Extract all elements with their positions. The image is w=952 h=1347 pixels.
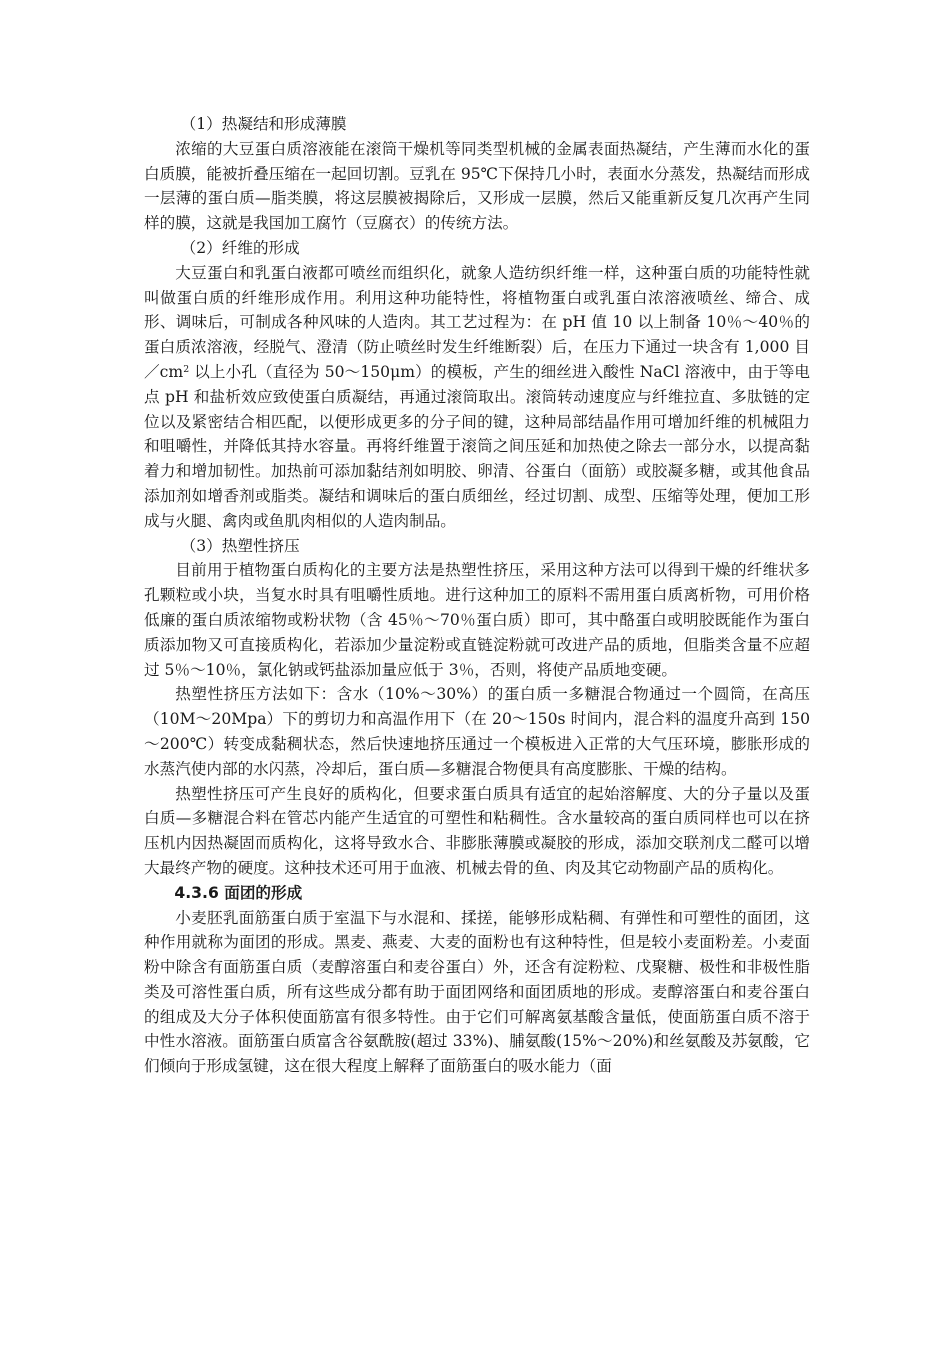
paragraph-dough-formation: 小麦胚乳面筋蛋白质于室温下与水混和、揉搓，能够形成粘稠、有弹性和可塑性的面团，这种作用就称为面团的形成。黑麦、燕麦、大麦的面粉也有这种特性，但是较小麦面粉差。小麦面粉中除含有面筋蛋白质（麦醇溶蛋白和麦谷蛋白）外，还含有淀粉粒、戊聚糖、极性和非极性脂类及可溶性蛋白质，所有这些成分都有助于面团网络和面团质地的形成。麦醇溶蛋白和麦谷蛋白的组成及大分子体积使面筋富有很多特性。由于它们可解离氨基酸含量低，使面筋蛋白质不溶于中性水溶液。面筋蛋白质富含谷氨酰胺(超过 33%)、脯氨酸(15%～20%)和丝氨酸及苏氨酸，它们倾向于形成氢键，这在很大程度上解释了面筋蛋白的吸水能力（面 — [144, 908, 810, 1076]
paragraph-fiber-formation-part1: 大豆蛋白和乳蛋白液都可喷丝而组织化，就象人造纺织纤维一样，这种蛋白质的功能特性就叫做蛋白质的纤维形成作用。利用这种功能特性，将植物蛋白或乳蛋白浓溶液喷丝、缔合、成形、调味后，可制成各种风味的人造肉。其工艺过程为：在 pH 值 10 以上制备 10％～40％的蛋白质浓溶液，经脱气、澄清（防止喷丝时发生纤维断裂）后，在压力下通过一块含有 1,000 目／cm — [144, 263, 810, 381]
superscript-squared: 2 — [183, 363, 190, 375]
paragraph-heat-coagulation: 浓缩的大豆蛋白质溶液能在滚筒干燥机等同类型机械的金属表面热凝结，产生薄而水化的蛋白质膜，能被折叠压缩在一起回切割。豆乳在 95℃下保持几小时，表面水分蒸发，热凝结而形成一层薄的蛋白质—脂类膜，将这层膜被揭除后，又形成一层膜，然后又能重新反复几次再产生同样的膜，这就是我国加工腐竹（豆腐衣）的传统方法。 — [144, 139, 810, 233]
subsection-heading-thermoplastic-extrusion: （3）热塑性挤压 — [180, 536, 300, 555]
section-heading-dough-formation: 4.3.6 面团的形成 — [174, 883, 303, 902]
paragraph-fiber-formation — [144, 261, 810, 534]
paragraph-extrusion-effects: 热塑性挤压可产生良好的质构化，但要求蛋白质具有适宜的起始溶解度、大的分子量以及蛋白质—多糖混合料在管芯内能产生适宜的可塑性和粘稠性。含水量较高的蛋白质同样也可以在挤压机内因热凝固而质构化，这将导致水合、非膨胀薄膜或凝胶的形成，添加交联剂戊二醛可以增大最终产物的硬度。这种技术还可用于血液、机械去骨的鱼、肉及其它动物副产品的质构化。 — [144, 784, 810, 877]
subsection-heading-heat-coagulation: （1）热凝结和形成薄膜 — [180, 115, 347, 133]
subsection-heading-fiber-formation: （2）纤维的形成 — [180, 238, 300, 257]
paragraph-extrusion-intro: 目前用于植物蛋白质构化的主要方法是热塑性挤压，采用这种方法可以得到干燥的纤维状多孔颗粒或小块，当复水时具有咀嚼性质地。进行这种加工的原料不需用蛋白质离析物，可用价格低廉的蛋白质浓缩物或粉状物（含 45％～70％蛋白质）即可，其中酪蛋白或明胶既能作为蛋白质添加物又可直接质构化，若添加少量淀粉或直链淀粉就可改进产品的质地，但脂类含量不应超过 5％～10％，氯化钠或钙盐添加量应低于 3％，否则，将使产品质地变硬。 — [144, 561, 810, 679]
paragraph-fiber-formation-part2: 以上小孔（直径为 50～150μm）的模板，产生的细丝进入酸性 NaCl 溶液中，由于等电点 pH 和盐析效应致使蛋白质凝结，再通过滚筒取出。滚筒转动速度应与纤维拉直、多肽链的定位以及紧密结合相匹配，以便形成更多的分子间的键，这种局部结晶作用可增加纤维的机械阻力和咀嚼性，并降低其持水容量。再将纤维置于滚筒之间压延和加热使之除去一部分水，以提高黏着力和增加韧性。加热前可添加黏结剂如明胶、卵清、谷蛋白（面筋）或胶凝多糖，或其他食品添加剂如增香剂或脂类。凝结和调味后的蛋白质细丝，经过切割、成型、压缩等处理，便加工形成与火腿、禽肉或鱼肌肉相似的人造肉制品。 — [144, 362, 810, 530]
paragraph-extrusion-method: 热塑性挤压方法如下：含水（10%～30%）的蛋白质一多糖混合物通过一个圆筒，在高压（10M～20Mpa）下的剪切力和高温作用下（在 20～150s 时间内，混合料的温度升高到 150～200℃）转变成黏稠状态，然后快速地挤压通过一个模板进入正常的大气压环境，膨胀形成的水蒸汽使内部的水闪蒸，冷却后，蛋白质—多糖混合物便具有高度膨胀、干燥的结构。 — [144, 685, 810, 778]
document-page — [144, 112, 810, 1079]
